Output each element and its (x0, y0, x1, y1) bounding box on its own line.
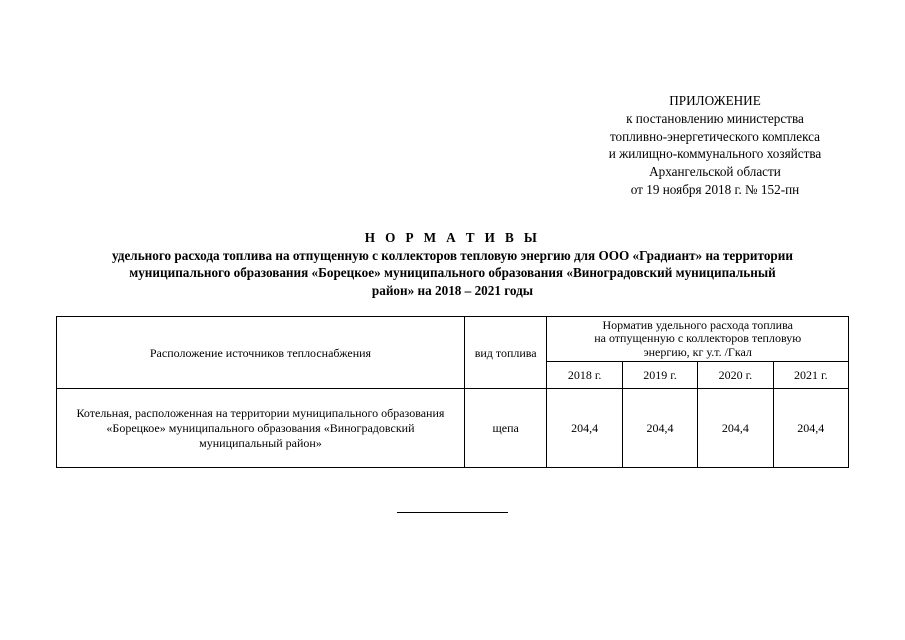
appendix-date-line: от 19 ноября 2018 г. № 152-пн (630, 181, 800, 197)
table-row (57, 389, 849, 468)
title-line: удельного расхода топлива на отпущенную с коллекторов тепловую энергию для ООО «Градиант» на территории (112, 247, 793, 263)
header-norm-line: Норматив удельного расхода топлива (602, 317, 793, 332)
appendix-line: топливно-энергетического комплекса (609, 128, 821, 144)
cell-location-line: Котельная, расположенная на территории муниципального образования (76, 405, 445, 420)
cell-location (57, 389, 465, 468)
header-year-2021: 2021 г. (773, 362, 848, 389)
closing-rule (397, 512, 508, 513)
document-title (40, 229, 865, 299)
cell-value-2020: 204,4 (698, 389, 773, 468)
header-norm-line: энергию, кг у.т. /Гкал (643, 344, 752, 359)
header-year-2018: 2018 г. (547, 362, 622, 389)
cell-value-2021: 204,4 (773, 389, 848, 468)
title-line: район» на 2018 – 2021 годы (371, 282, 534, 298)
cell-location-line: «Борецкое» муниципального образования «Виноградовский (106, 420, 415, 435)
title-heading: Н О Р М А Т И В Ы (364, 230, 541, 245)
header-year-2019: 2019 г. (622, 362, 697, 389)
cell-location-line: муниципальный район» (199, 435, 322, 450)
table-header-row (57, 317, 849, 362)
appendix-block (560, 92, 870, 199)
cell-fuel: щепа (464, 389, 546, 468)
appendix-title: ПРИЛОЖЕНИЕ (669, 93, 761, 108)
header-year-2020: 2020 г. (698, 362, 773, 389)
cell-value-2019: 204,4 (622, 389, 697, 468)
cell-value-2018: 204,4 (547, 389, 622, 468)
norms-table (56, 316, 849, 468)
header-location: Расположение источников теплоснабжения (57, 317, 465, 389)
header-fuel: вид топлива (464, 317, 546, 389)
header-norm (547, 317, 849, 362)
appendix-line: Архангельской области (649, 164, 781, 180)
header-norm-line: на отпущенную с коллекторов тепловую (594, 331, 802, 346)
title-line: муниципального образования «Борецкое» муниципального образования «Виноградовский муниципальный (129, 265, 776, 281)
appendix-line: и жилищно-коммунального хозяйства (608, 146, 822, 162)
appendix-line: к постановлению министерства (626, 110, 804, 126)
